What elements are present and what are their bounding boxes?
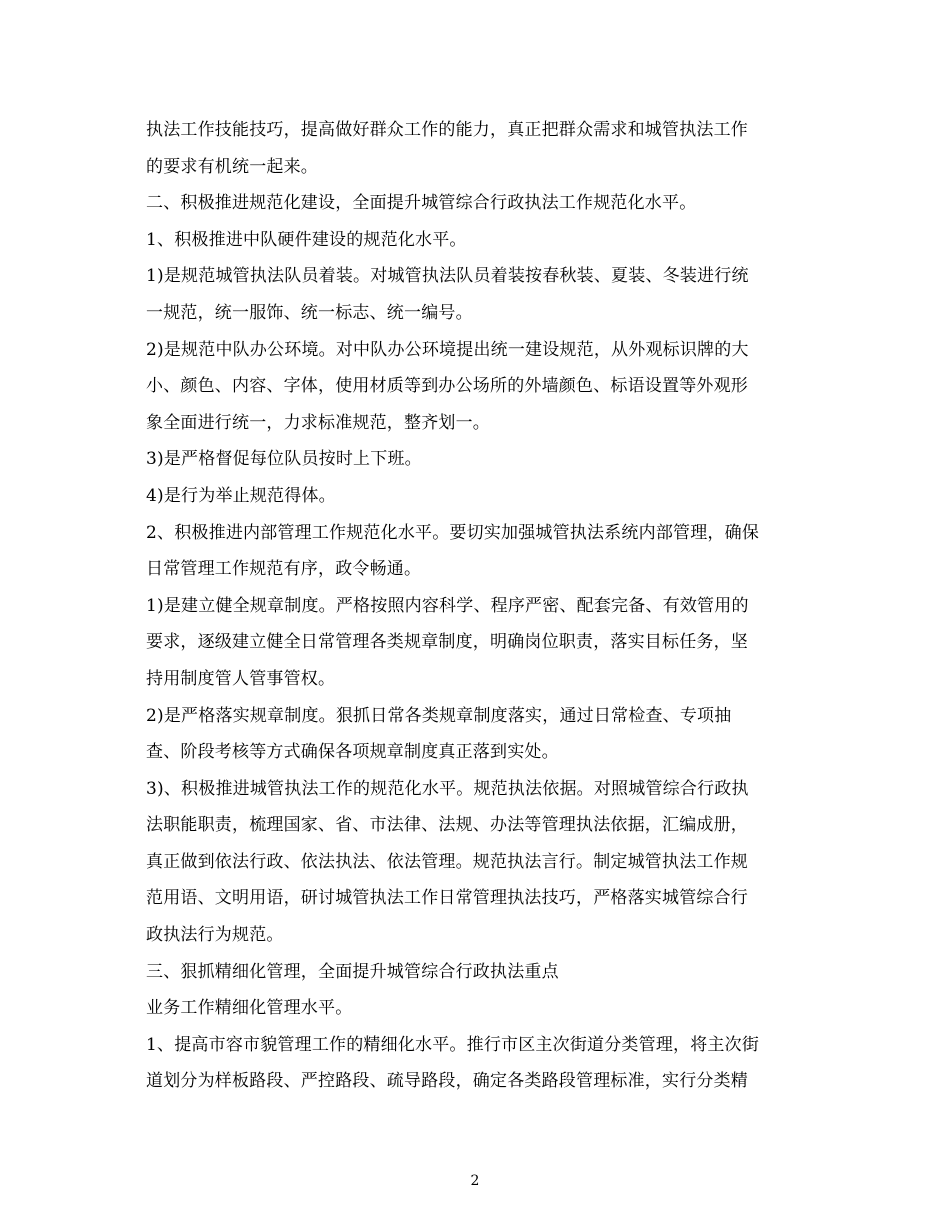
text-line: 一规范，统一服饰、统一标志、统一编号。 bbox=[146, 302, 473, 323]
text-line: 3)是严格督促每位队员按时上下班。 bbox=[146, 449, 422, 470]
text-line: 3)、积极推进城管执法工作的规范化水平。规范执法依据。对照城管综合行政执 bbox=[146, 778, 749, 799]
text-line: 日常管理工作规范有序，政令畅通。 bbox=[146, 559, 422, 580]
document-body bbox=[146, 112, 816, 1100]
text-line: 1)是规范城管执法队员着装。对城管执法队员着装按春秋装、夏装、冬装进行统 bbox=[146, 266, 749, 287]
page-number: 2 bbox=[470, 1173, 480, 1189]
text-line: 4)是行为举止规范得体。 bbox=[146, 485, 336, 506]
text-line: 查、阶段考核等方式确保各项规章制度真正落到实处。 bbox=[146, 742, 559, 763]
text-line: 真正做到依法行政、依法执法、依法管理。规范执法言行。制定城管执法工作规 bbox=[146, 851, 748, 872]
subsection-heading: 1、提高市容市貌管理工作的精细化水平。推行市区主次街道分类管理，将主次街 bbox=[146, 1034, 760, 1055]
subsection-heading: 1、积极推进中队硬件建设的规范化水平。 bbox=[146, 229, 467, 250]
text-line: 2)是规范中队办公环境。对中队办公环境提出统一建设规范，从外观标识牌的大 bbox=[146, 339, 749, 360]
text-line: 法职能职责，梳理国家、省、市法律、法规、办法等管理执法依据，汇编成册， bbox=[146, 815, 748, 836]
text-line: 象全面进行统一，力求标准规范，整齐划一。 bbox=[146, 412, 490, 433]
text-line: 1)是建立健全规章制度。严格按照内容科学、程序严密、配套完备、有效管用的 bbox=[146, 595, 749, 616]
text-line: 小、颜色、内容、字体，使用材质等到办公场所的外墙颜色、标语设置等外观形 bbox=[146, 376, 748, 397]
section-heading: 二、积极推进规范化建设，全面提升城管综合行政执法工作规范化水平。 bbox=[146, 193, 697, 214]
text-line: 要求，逐级建立健全日常管理各类规章制度，明确岗位职责，落实目标任务，坚 bbox=[146, 632, 748, 653]
text-line: 执法工作技能技巧，提高做好群众工作的能力，真正把群众需求和城管执法工作 bbox=[146, 120, 748, 140]
text-line: 的要求有机统一起来。 bbox=[146, 156, 318, 177]
text-line: 政执法行为规范。 bbox=[146, 925, 284, 946]
text-line: 道划分为样板路段、严控路段、疏导路段，确定各类路段管理标准，实行分类精 bbox=[146, 1071, 748, 1092]
subsection-heading: 2、积极推进内部管理工作规范化水平。要切实加强城管执法系统内部管理，确保 bbox=[146, 522, 760, 543]
text-line: 持用制度管人管事管权。 bbox=[146, 668, 336, 689]
section-heading: 三、狠抓精细化管理，全面提升城管综合行政执法重点 bbox=[146, 961, 559, 982]
text-line: 业务工作精细化管理水平。 bbox=[146, 998, 353, 1019]
text-line: 2)是严格落实规章制度。狠抓日常各类规章制度落实，通过日常检查、专项抽 bbox=[146, 705, 732, 726]
text-line: 范用语、文明用语，研讨城管执法工作日常管理执法技巧，严格落实城管综合行 bbox=[146, 888, 748, 909]
